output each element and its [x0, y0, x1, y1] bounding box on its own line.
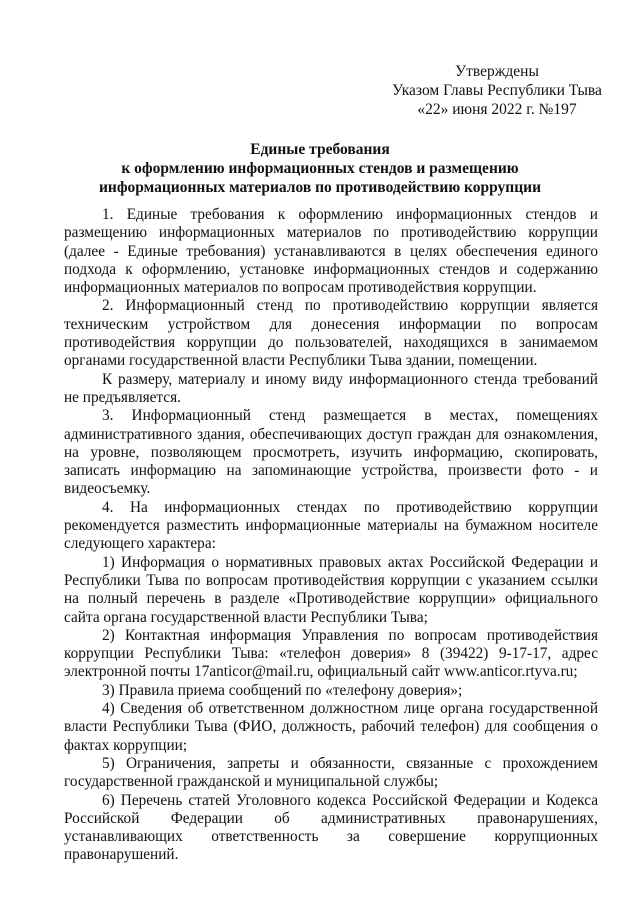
paragraph-2: 2. Информационный стенд по противодействию коррупции является техническим устройством для донесения информации по вопросам противодействия коррупции до пользователей, находящихся в занимаемом органами государственной власти Республики Тыва здании, помещении.: [64, 297, 598, 370]
approval-line-date: «22» июня 2022 г. №197: [417, 101, 577, 118]
list-item-5: 5) Ограничения, запреты и обязанности, связанные с прохождением государственной гражданской и муниципальной службы;: [64, 754, 598, 791]
title-line-3: информационных материалов по противодействию коррупции: [98, 179, 542, 196]
document-title: [40, 140, 600, 197]
paragraph-2-note: К размеру, материалу и иному виду информационного стенда требований не предъявляется.: [64, 370, 598, 406]
title-line-2: к оформлению информационных стендов и размещению: [121, 160, 519, 177]
list-item-2: 2) Контактная информация Управления по вопросам противодействия коррупции Республики Тыва: «телефон доверия» 8 (39422) 9-17-17, адрес электронной почты 17anticor@mail.ru, официальный сайт www.anticor.rtyva.ru;: [64, 626, 598, 681]
paragraph-3: 3. Информационный стенд размещается в местах, помещениях административного здания, обеспечивающих доступ граждан для ознакомления, на уровне, позволяющем просмотреть, изучить информацию, скопировать, записать информацию на запоминающие устройства, произвести фото - и видеосъемку.: [64, 407, 598, 498]
document-body: [64, 206, 598, 865]
list-item-4: 4) Сведения об ответственном должностном лице органа государственной власти Республики Тыва (ФИО, должность, рабочий телефон) для сообщения о фактах коррупции;: [64, 700, 598, 754]
title-line-1: Единые требования: [250, 141, 390, 158]
paragraph-1: 1. Единые требования к оформлению информационных стендов и размещению информационных материалов по противодействию коррупции (далее - Единые требования) устанавливаются в целях обеспечения единого подхода к оформлению, установке информационных стендов и содержанию информационных материалов по вопросам противодействия коррупции.: [64, 206, 598, 297]
paragraph-4: 4. На информационных стендах по противодействию коррупции рекомендуется разместить информационные материалы на бумажном носителе следующего характера:: [64, 498, 598, 553]
approval-line-approved: Утверждены: [455, 63, 539, 80]
list-item-6: 6) Перечень статей Уголовного кодекса Российской Федерации и Кодекса Российской Федерации об административных правонарушениях, устанавливающих ответственность за совершение коррупционных правонарушений.: [64, 791, 598, 864]
approval-line-decree: Указом Главы Республики Тыва: [392, 82, 602, 99]
approval-stamp: [382, 62, 612, 119]
list-item-3: 3) Правила приема сообщений по «телефону доверия»;: [102, 681, 463, 699]
list-item-1: 1) Информация о нормативных правовых актах Российской Федерации и Республики Тыва по вопросам противодействия коррупции с указанием ссылки на полный перечень в разделе «Противодействие коррупции» официального сайта органа государственной власти Республики Тыва;: [64, 553, 598, 626]
